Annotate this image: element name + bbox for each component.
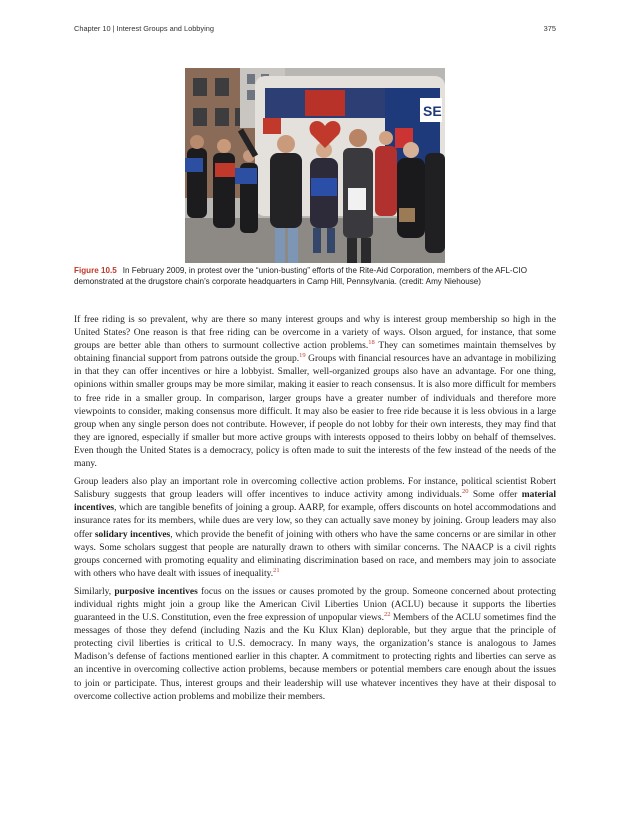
footnote-ref[interactable]: 21 (273, 566, 280, 574)
figure-photo-protest (185, 68, 445, 263)
text-run: Group leaders also play an important role in overcoming collective action problems. For instance, political scientist Robert Salisbury suggests that group leaders will offer incentives to induce activity among individuals. (74, 477, 556, 501)
footnote-ref[interactable]: 20 (461, 488, 469, 496)
body-text (74, 314, 556, 709)
text-run: Groups with financial resources have an advantage in mobilizing in that they can offer incentives or hire a lobbyist. Smaller, well-organized groups also have an advantage. For one thing, opinions within smaller groups may be more similar, making it easier to reach consensus. It is also more difficult for members to free ride in a smaller group. In comparison, larger groups have a greater number of individuals and therefore more viewpoints to consider, making consensus more difficult. It may also be easier to free ride because it is less obvious in a large group when any single person does not contribute. However, if people do not lobby for their own interests, they may find that they are ignored, especially if smaller but more active groups with interests opposed to theirs lobby on behalf of themselves. Even though the United States is a democracy, policy is often made to suit the interests of the few instead of the needs of the many. (74, 354, 556, 470)
text-run: If free riding is so prevalent, why are there so many interest groups and why is interest group membership so high in the United States? One reason is that free riding can be overcome in a variety of ways. Olson argued, for instance, that some groups are better able than others to surmount collective action problems. (74, 315, 556, 352)
footnote-ref[interactable]: 22 (383, 610, 391, 618)
text-run: , which provide the benefit of joining with others who have the same concerns or are similar in other ways. Some scholars suggest that people are naturally drawn to others with similar concerns. The NAACP is a civil rights groups concerned with promoting equality and eliminating discrimination based on race, and members may join to associate with others who have dealt with issues of inequality. (74, 529, 556, 579)
paragraph (74, 586, 556, 704)
figure-caption-text: In February 2009, in protest over the “union-busting” efforts of the Rite-Aid Corporation, members of the AFL-CIO demonstrated at the drugstore chain’s corporate headquarters in Camp Hill, Pennsylvania. (credit: Amy Niehouse) (74, 266, 528, 286)
page-number: 375 (543, 24, 556, 33)
text-run: Some offer (468, 490, 522, 501)
text-run: They can sometimes maintain themselves by obtaining financial support from patrons outside the group. (74, 341, 556, 365)
text-run: , which are tangible benefits of joining a group. AARP, for example, offers discounts on hotel accommodations and insurance rates for its members, while dues are very low, so they can actually save money by joining. Group leaders may also offer (74, 503, 556, 540)
figure-caption (74, 265, 556, 287)
footnote-ref[interactable]: 18 (368, 339, 375, 347)
text-run: focus on the issues or causes promoted by the group. Someone concerned about protecting individual rights might join a group like the American Civil Liberties Union (ACLU) because it supports the liberties guaranteed in the U.S. Constitution, even the free expression of unpopular views. (74, 586, 556, 624)
footnote-ref[interactable]: 19 (299, 352, 306, 360)
text-run: Similarly, (74, 586, 115, 597)
key-term: solidary incentives (94, 529, 171, 540)
running-header (74, 24, 556, 36)
figure-label: Figure 10.5 (74, 266, 117, 275)
paragraph (74, 314, 556, 471)
key-term: material incentives (74, 490, 556, 514)
paragraph (74, 476, 556, 581)
chapter-title: Chapter 10 | Interest Groups and Lobbying (74, 24, 214, 33)
key-term: purposive incentives (114, 586, 198, 597)
text-run: Members of the ACLU sometimes find the messages of those they defend (including Nazis and the Ku Klux Klan) deplorable, but they argue that the principle of protecting civil liberties is critical to U.S. democracy. In many ways, the organization’s stance is analogous to James Madison’s defense of factions mentioned earlier in this chapter. A commitment to protecting rights and liberties can serve as an incentive in overcoming collective action problems, because members or potential members care enough about the issues to join or participate. Thus, interest groups and their leadership will use whatever incentives they have at their disposal to overcome collective action problems and mobilize their members. (74, 613, 556, 702)
svg-text:SE: SE (423, 103, 442, 119)
